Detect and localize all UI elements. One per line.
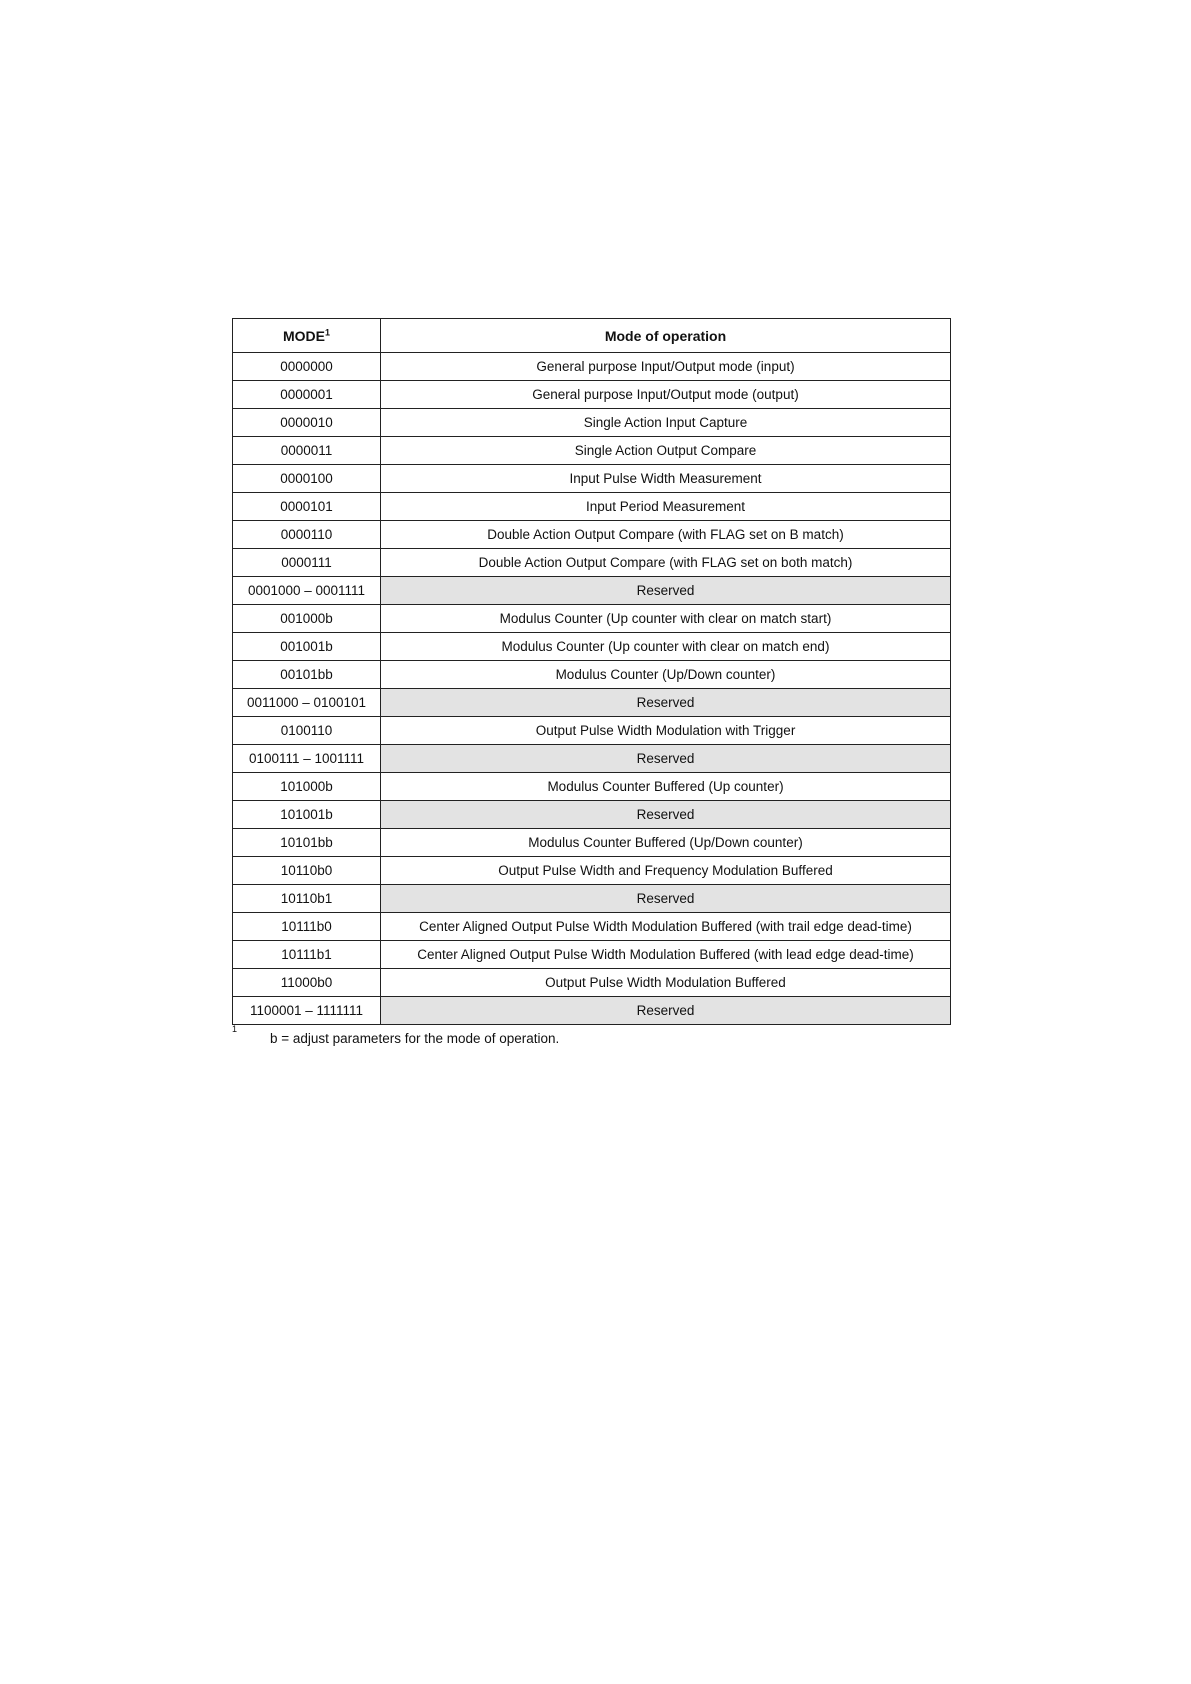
table-row [233, 969, 951, 997]
mode-cell: 0000011 [233, 437, 381, 465]
table-row [233, 941, 951, 969]
reserved-cell: Reserved [381, 885, 951, 913]
mode-cell: 0000110 [233, 521, 381, 549]
operation-cell: Output Pulse Width and Frequency Modulation Buffered [381, 857, 951, 885]
table-row [233, 633, 951, 661]
reserved-cell: Reserved [381, 577, 951, 605]
operation-cell: Single Action Input Capture [381, 409, 951, 437]
table-row [233, 745, 951, 773]
mode-cell: 001001b [233, 633, 381, 661]
reserved-cell: Reserved [381, 745, 951, 773]
operation-cell: Modulus Counter (Up/Down counter) [381, 661, 951, 689]
mode-cell: 10110b1 [233, 885, 381, 913]
reserved-cell: Reserved [381, 689, 951, 717]
table-row [233, 437, 951, 465]
operation-cell: Output Pulse Width Modulation with Trigger [381, 717, 951, 745]
mode-cell: 0000001 [233, 381, 381, 409]
mode-cell: 0000000 [233, 353, 381, 381]
mode-cell: 0001000 – 0001111 [233, 577, 381, 605]
table-row [233, 717, 951, 745]
table-row [233, 773, 951, 801]
mode-cell: 0000101 [233, 493, 381, 521]
mode-cell: 10111b1 [233, 941, 381, 969]
table-row [233, 605, 951, 633]
mode-cell: 10110b0 [233, 857, 381, 885]
operation-cell: Modulus Counter (Up counter with clear on match start) [381, 605, 951, 633]
reserved-cell: Reserved [381, 997, 951, 1025]
table-row [233, 913, 951, 941]
table-row [233, 801, 951, 829]
mode-cell: 0000111 [233, 549, 381, 577]
table-row [233, 521, 951, 549]
table-row [233, 465, 951, 493]
table-row [233, 829, 951, 857]
mode-cell: 1100001 – 1111111 [233, 997, 381, 1025]
operation-cell: Input Period Measurement [381, 493, 951, 521]
mode-cell: 00101bb [233, 661, 381, 689]
operation-cell: General purpose Input/Output mode (output) [381, 381, 951, 409]
operation-cell: Output Pulse Width Modulation Buffered [381, 969, 951, 997]
footnote-text: b = adjust parameters for the mode of operation. [270, 1031, 560, 1046]
operation-cell: Modulus Counter Buffered (Up counter) [381, 773, 951, 801]
reserved-cell: Reserved [381, 801, 951, 829]
mode-cell: 0000010 [233, 409, 381, 437]
table-row [233, 577, 951, 605]
operation-cell: Input Pulse Width Measurement [381, 465, 951, 493]
mode-cell: 101001b [233, 801, 381, 829]
table-row [233, 493, 951, 521]
table-row [233, 353, 951, 381]
table-row [233, 409, 951, 437]
table-row [233, 689, 951, 717]
mode-cell: 0100110 [233, 717, 381, 745]
mode-header-label: MODE [282, 327, 325, 344]
mode-column-header [233, 319, 381, 353]
operation-cell: General purpose Input/Output mode (input) [381, 353, 951, 381]
operation-cell: Double Action Output Compare (with FLAG set on B match) [381, 521, 951, 549]
footnote-number: 1 [232, 1024, 238, 1034]
mode-header-footnote-mark: 1 [324, 326, 330, 337]
mode-cell: 10101bb [233, 829, 381, 857]
operation-cell: Double Action Output Compare (with FLAG set on both match) [381, 549, 951, 577]
mode-table-container [232, 318, 950, 1025]
table-header-row [233, 319, 951, 353]
mode-table-body [233, 353, 951, 1025]
table-row [233, 857, 951, 885]
operation-cell: Center Aligned Output Pulse Width Modulation Buffered (with lead edge dead-time) [381, 941, 951, 969]
operation-cell: Center Aligned Output Pulse Width Modulation Buffered (with trail edge dead-time) [381, 913, 951, 941]
mode-cell: 101000b [233, 773, 381, 801]
mode-cell: 10111b0 [233, 913, 381, 941]
operation-cell: Modulus Counter (Up counter with clear on match end) [381, 633, 951, 661]
operation-cell: Single Action Output Compare [381, 437, 951, 465]
table-row [233, 549, 951, 577]
mode-cell: 001000b [233, 605, 381, 633]
operation-column-header: Mode of operation [381, 319, 951, 353]
table-row [233, 661, 951, 689]
mode-cell: 0011000 – 0100101 [233, 689, 381, 717]
mode-table [232, 318, 951, 1025]
operation-cell: Modulus Counter Buffered (Up/Down counter) [381, 829, 951, 857]
table-row [233, 997, 951, 1025]
mode-cell: 11000b0 [233, 969, 381, 997]
mode-cell: 0100111 – 1001111 [233, 745, 381, 773]
table-row [233, 381, 951, 409]
mode-cell: 0000100 [233, 465, 381, 493]
table-row [233, 885, 951, 913]
